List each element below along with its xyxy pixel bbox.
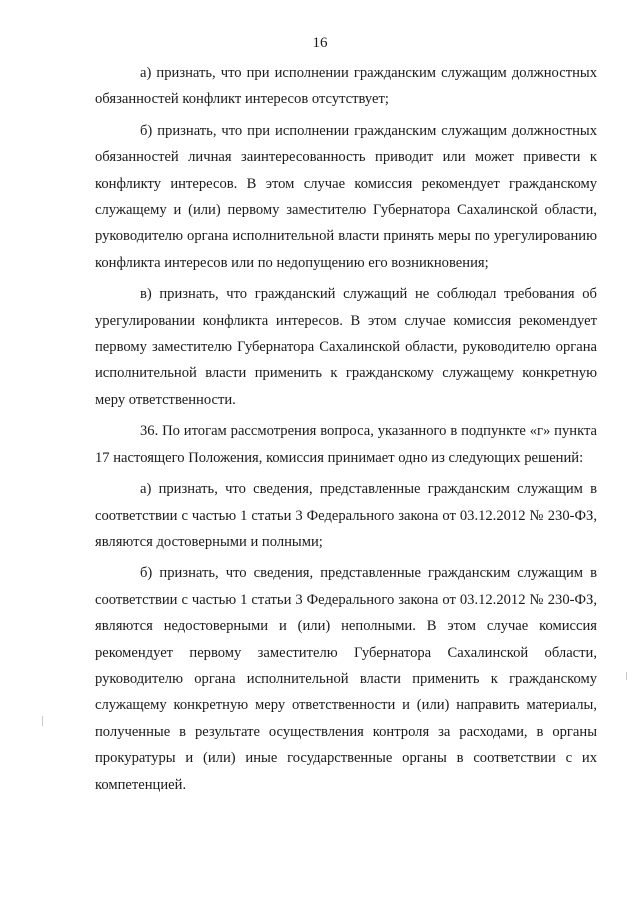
paragraph-35c: в) признать, что гражданский служащий не соблюдал требования об урегулировании конфликта интересов. В этом случае комиссия рекомендует первому заместителю Губернатора Сахалинской области, руководителю органа исполнительной власти применить к гражданскому служащему конкретную меру ответственности. xyxy=(95,286,597,408)
paragraph-36: 36. По итогам рассмотрения вопроса, указанного в подпункте «г» пункта 17 настоящего Положения, комиссия принимает одно из следующих решений: xyxy=(95,423,597,466)
document-body xyxy=(95,60,597,798)
paragraph-35a: а) признать, что при исполнении гражданским служащим должностных обязанностей конфликт интересов отсутствует; xyxy=(95,65,597,108)
page-number: 16 xyxy=(312,35,328,51)
paragraph-36b: б) признать, что сведения, представленные гражданским служащим в соответствии с частью 1 статьи 3 Федерального закона от 03.12.2012 № 230-ФЗ, являются недостоверными и (или) неполными. В этом случае комиссия рекомендует первому заместителю Губернатора Сахалинской области, руководителю органа исполнительной власти применить к гражданскому служащему конкретную меру ответственности и (или) направить материалы, полученные в результате осуществления контроля за расходами, в органы прокуратуры и (или) иные государственные органы в соответствии с их компетенцией. xyxy=(95,565,597,793)
scan-mark-left xyxy=(42,716,43,726)
paragraph-36a: а) признать, что сведения, представленные гражданским служащим в соответствии с частью 1 статьи 3 Федерального закона от 03.12.2012 № 230-ФЗ, являются достоверными и полными; xyxy=(95,481,597,550)
scan-mark-right xyxy=(626,672,627,680)
paragraph-35b: б) признать, что при исполнении гражданским служащим должностных обязанностей личная заинтересованность приводит или может привести к конфликту интересов. В этом случае комиссия рекомендует гражданскому служащему и (или) первому заместителю Губернатора Сахалинской области, руководителю органа исполнительной власти принять меры по урегулированию конфликта интересов или по недопущению его возникновения; xyxy=(95,122,597,271)
